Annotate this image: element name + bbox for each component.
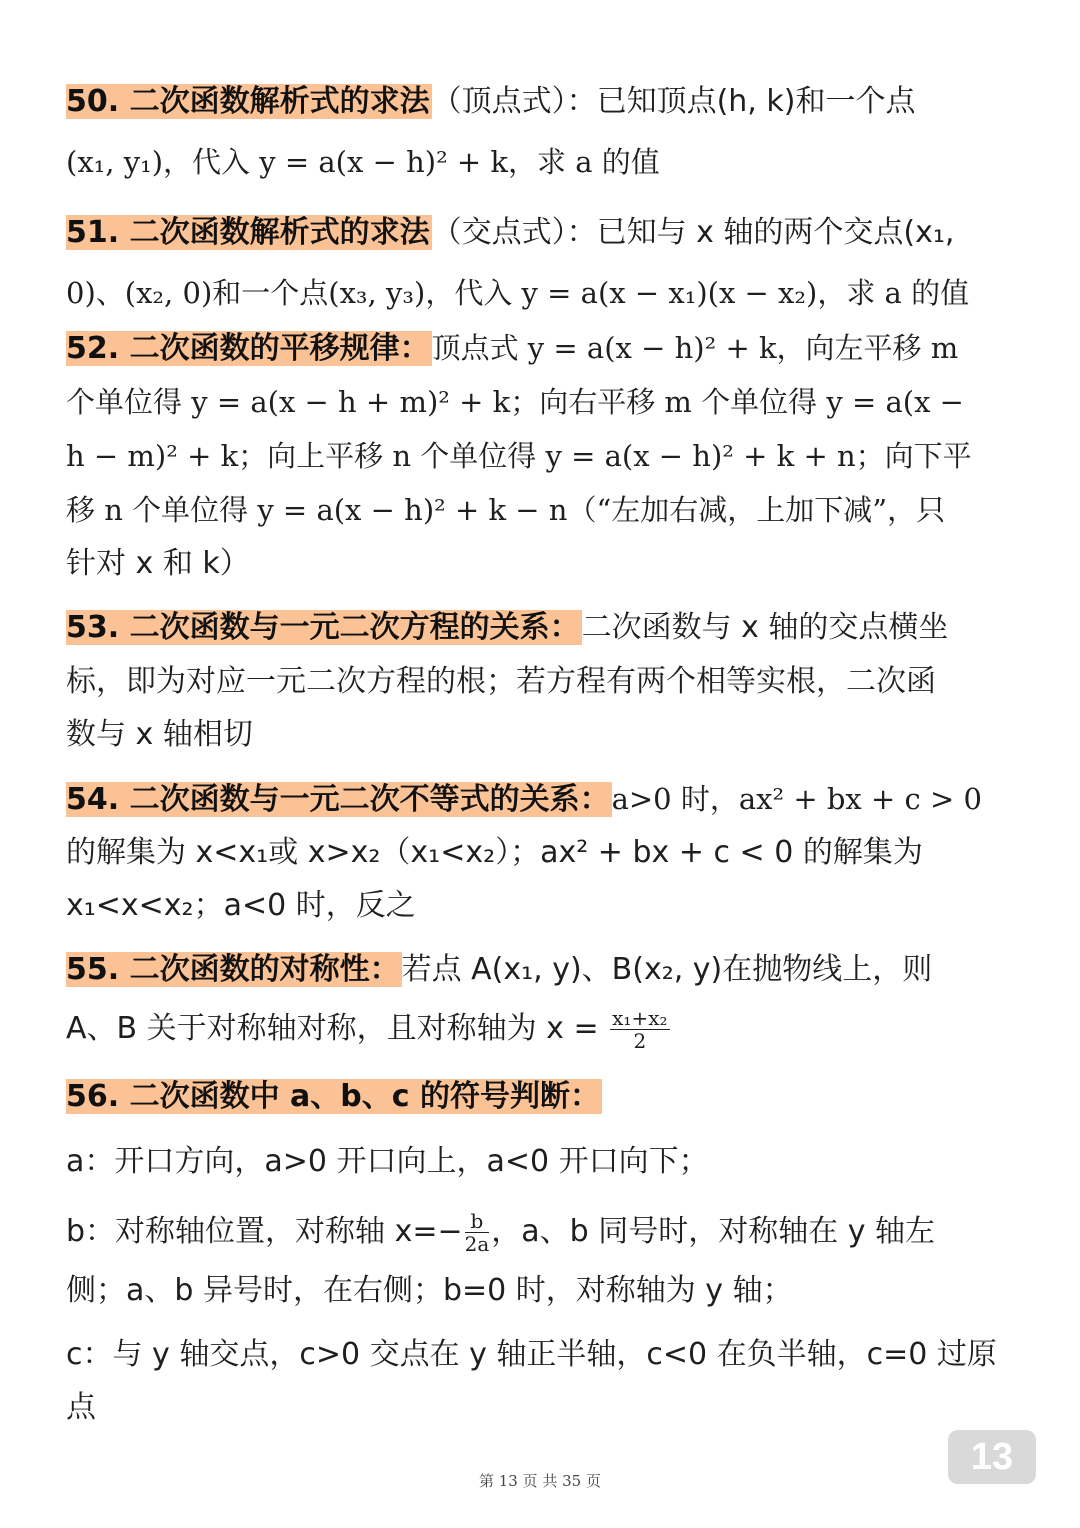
axis-fraction-b — [465, 1210, 490, 1255]
item-55-text-2: A、B 关于对称轴对称，且对称轴为 x = — [66, 1011, 599, 1046]
item-52-text: 顶点式 y = a(x − h)² + k，向左平移 m — [431, 331, 959, 365]
item-52-line-4: 移 n 个单位得 y = a(x − h)² + k − n（“左加右减，上加下减”，只 — [66, 493, 946, 527]
item-52-line-3: h − m)² + k；向上平移 n 个单位得 y = a(x − h)² + k + n；向下平 — [66, 439, 972, 473]
fraction-numerator: x₁+x₂ — [612, 1006, 668, 1030]
item-56-text-b1: b：对称轴位置，对称轴 x=− — [66, 1214, 463, 1249]
item-53-line-1 — [66, 606, 948, 650]
item-52-line-1 — [66, 326, 958, 371]
item-54-line-3: x₁<x<x₂；a<0 时，反之 — [66, 888, 416, 923]
item-50-line-2: (x₁, y₁)，代入 y = a(x − h)² + k，求 a 的值 — [66, 145, 660, 179]
item-54-text: a>0 时，ax² + bx + c > 0 — [611, 782, 982, 816]
axis-fraction — [610, 1007, 669, 1052]
fraction-denominator-b: 2a — [464, 1232, 490, 1256]
item-55-text: 若点 A(x₁, y)、B(x₂, y)在抛物线上，则 — [401, 952, 933, 987]
page-number-badge: 13 — [948, 1430, 1036, 1484]
item-56-line-b1 — [66, 1210, 935, 1255]
item-55-line-2 — [66, 1007, 672, 1052]
item-53-line-3: 数与 x 轴相切 — [66, 717, 253, 752]
page-footer: 第 13 页 共 35 页 — [478, 1472, 601, 1490]
item-56-line-a: a：开口方向，a>0 开口向上，a<0 开口向下； — [66, 1144, 709, 1179]
item-56-line-b3: 侧；a、b 异号时，在右侧；b=0 时，对称轴为 y 轴； — [66, 1273, 793, 1308]
item-55-heading: 55. 二次函数的对称性： — [66, 952, 400, 987]
item-53-line-2: 标，即为对应一元二次方程的根；若方程有两个相等实根，二次函 — [66, 664, 936, 699]
item-56-line-c1: c：与 y 轴交点，c>0 交点在 y 轴正半轴，c<0 在负半轴，c=0 过原 — [66, 1337, 997, 1372]
item-51-line-2: 0)、(x₂, 0)和一个点(x₃, y₃)，代入 y = a(x − x₁)(x − x₂)，求 a 的值 — [66, 276, 970, 310]
item-51-text: （交点式）：已知与 x 轴的两个交点(x₁, — [431, 215, 955, 250]
item-54-line-2: 的解集为 x<x₁或 x>x₂（x₁<x₂）；ax² + bx + c < 0 的解集为 — [66, 835, 923, 870]
item-52-line-2: 个单位得 y = a(x − h + m)² + k；向右平移 m 个单位得 y = a(x − — [66, 385, 964, 419]
item-52-heading: 52. 二次函数的平移规律： — [66, 331, 430, 366]
item-52-line-5: 针对 x 和 k） — [66, 546, 250, 581]
item-56-heading: 56. 二次函数中 a、b、c 的符号判断： — [66, 1079, 600, 1114]
item-54-heading: 54. 二次函数与一元二次不等式的关系： — [66, 782, 610, 817]
item-53-text: 二次函数与 x 轴的交点横坐 — [581, 610, 949, 645]
item-56-line-c2: 点 — [66, 1390, 96, 1425]
item-50-heading: 50. 二次函数解析式的求法 — [66, 84, 430, 119]
item-56-line-1 — [66, 1075, 602, 1119]
item-50-text: （顶点式）：已知顶点(h, k)和一个点 — [431, 84, 916, 119]
fraction-denominator: 2 — [633, 1029, 647, 1053]
item-51-line-1 — [66, 211, 954, 255]
item-54-line-1 — [66, 777, 982, 822]
item-50-line-1 — [66, 80, 915, 124]
item-51-heading: 51. 二次函数解析式的求法 — [66, 215, 430, 250]
item-53-heading: 53. 二次函数与一元二次方程的关系： — [66, 610, 580, 645]
item-56-text-b2: ，a、b 同号时，对称轴在 y 轴左 — [491, 1214, 936, 1249]
item-55-line-1 — [66, 948, 932, 992]
fraction-numerator-b: b — [465, 1210, 490, 1233]
